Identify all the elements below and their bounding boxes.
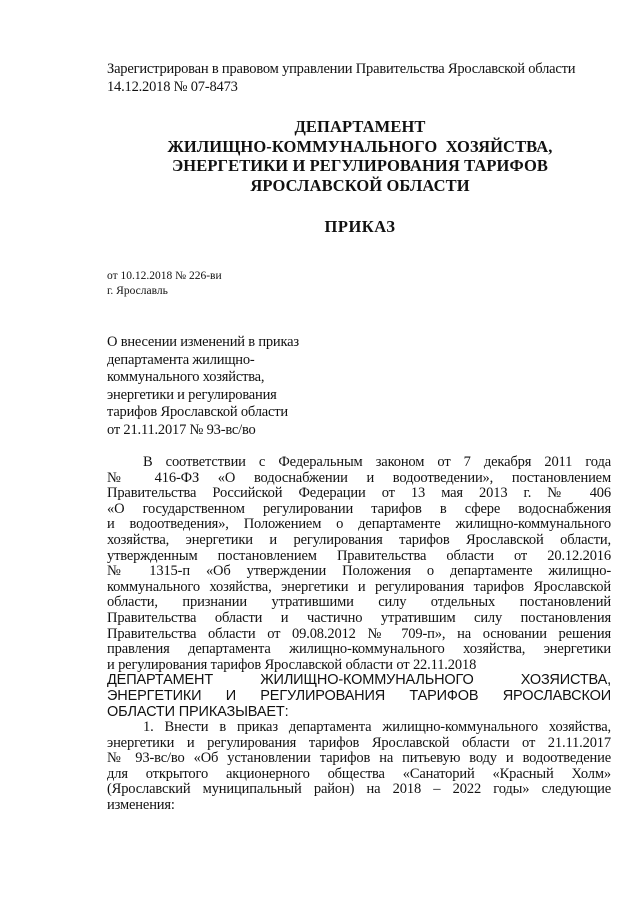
body-line: (Ярославский муниципальный район) на 2018 – 2022 годы» следующие — [107, 782, 611, 798]
body-line: В соответствии с Федеральным законом от 7 декабря 2011 года — [143, 455, 611, 470]
body-line: № 1315-п «Об утверждении Положения о департаменте жилищно- — [107, 564, 611, 580]
body-line: № 416-ФЗ «О водоснабжении и водоотведении», постановлением — [107, 470, 611, 486]
department-line-4: ЯРОСЛАВСКОЙ ОБЛАСТИ — [250, 175, 470, 195]
order-meta — [107, 269, 222, 299]
body-line: правления департамента жилищно-коммунального хозяйства, энергетики — [107, 642, 611, 658]
order-subject — [107, 334, 347, 440]
body-line: коммунального хозяйства, энергетики и регулирования тарифов Ярославской — [107, 579, 611, 595]
department-line-2: ЖИЛИЩНО-КОММУНАЛЬНОГО ХОЗЯЙСТВА, — [167, 136, 553, 156]
subject-line: энергетики и регулирования — [107, 386, 277, 403]
subject-line: О внесении изменений в приказ — [107, 334, 299, 350]
body-line: Правительства Российской Федерации от 13 мая 2013 г. № 406 — [107, 486, 611, 502]
subject-line: тарифов Ярославской области — [107, 404, 288, 421]
order-title: ПРИКАЗ — [324, 217, 396, 236]
body-line: изменения: — [107, 798, 175, 814]
registration-line-2: 14.12.2018 № 07-8473 — [107, 79, 238, 95]
body-line: и регулирования тарифов Ярославской области от 22.11.2018 — [107, 657, 477, 673]
body-line: области, признании утратившими силу отдельных постановлений — [107, 595, 611, 611]
order-body — [107, 455, 611, 814]
body-line: Правительства области от 09.08.2012 № 709-п», на основании решения — [107, 626, 611, 642]
body-line: энергетики и регулирования тарифов Ярославской области от 21.11.2017 — [107, 735, 611, 751]
order-city: г. Ярославль — [107, 285, 168, 297]
order-date-number: от 10.12.2018 № 226-ви — [107, 270, 222, 282]
subject-line: департамента жилищно- — [107, 351, 255, 368]
body-line: № 93-вс/во «Об установлении тарифов на питьевую воду и водоотведение — [107, 751, 611, 767]
body-line: для открытого акционерного общества «Санаторий «Красный Холм» — [107, 766, 611, 782]
body-line: и водоотведения», Положением о департаменте жилищно-коммунального — [107, 517, 611, 533]
body-line: «О государственном регулировании тарифов в сфере водоснабжения — [107, 501, 611, 517]
body-line: 1. Внести в приказ департамента жилищно-коммунального хозяйства, — [143, 720, 611, 736]
body-line: хозяйства, энергетики и регулирования тарифов Ярославской области, — [107, 532, 611, 548]
body-line: Правительства области и частично утратившим силу постановления — [107, 610, 611, 626]
subject-line: от 21.11.2017 № 93-вс/во — [107, 421, 256, 438]
body-line: утвержденным постановлением Правительства области от 20.12.2016 — [107, 548, 611, 564]
department-line-3: ЭНЕРГЕТИКИ И РЕГУЛИРОВАНИЯ ТАРИФОВ — [171, 156, 548, 175]
department-line-1: ДЕПАРТАМЕНТ — [294, 117, 426, 136]
decree-line: ДЕПАРТАМЕНТ ЖИЛИЩНО-КОММУНАЛЬНОГО ХОЗЯЙСТВА, — [107, 673, 611, 689]
registration-line-1: Зарегистрирован в правовом управлении Правительства Ярославской области — [107, 61, 576, 77]
decree-line: ОБЛАСТИ ПРИКАЗЫВАЕТ: — [107, 704, 289, 720]
registration-note — [107, 60, 607, 96]
decree-line: ЭНЕРГЕТИКИ И РЕГУЛИРОВАНИЯ ТАРИФОВ ЯРОСЛАВСКОЙ — [107, 688, 611, 704]
subject-line: коммунального хозяйства, — [107, 369, 265, 386]
department-header — [110, 117, 610, 195]
